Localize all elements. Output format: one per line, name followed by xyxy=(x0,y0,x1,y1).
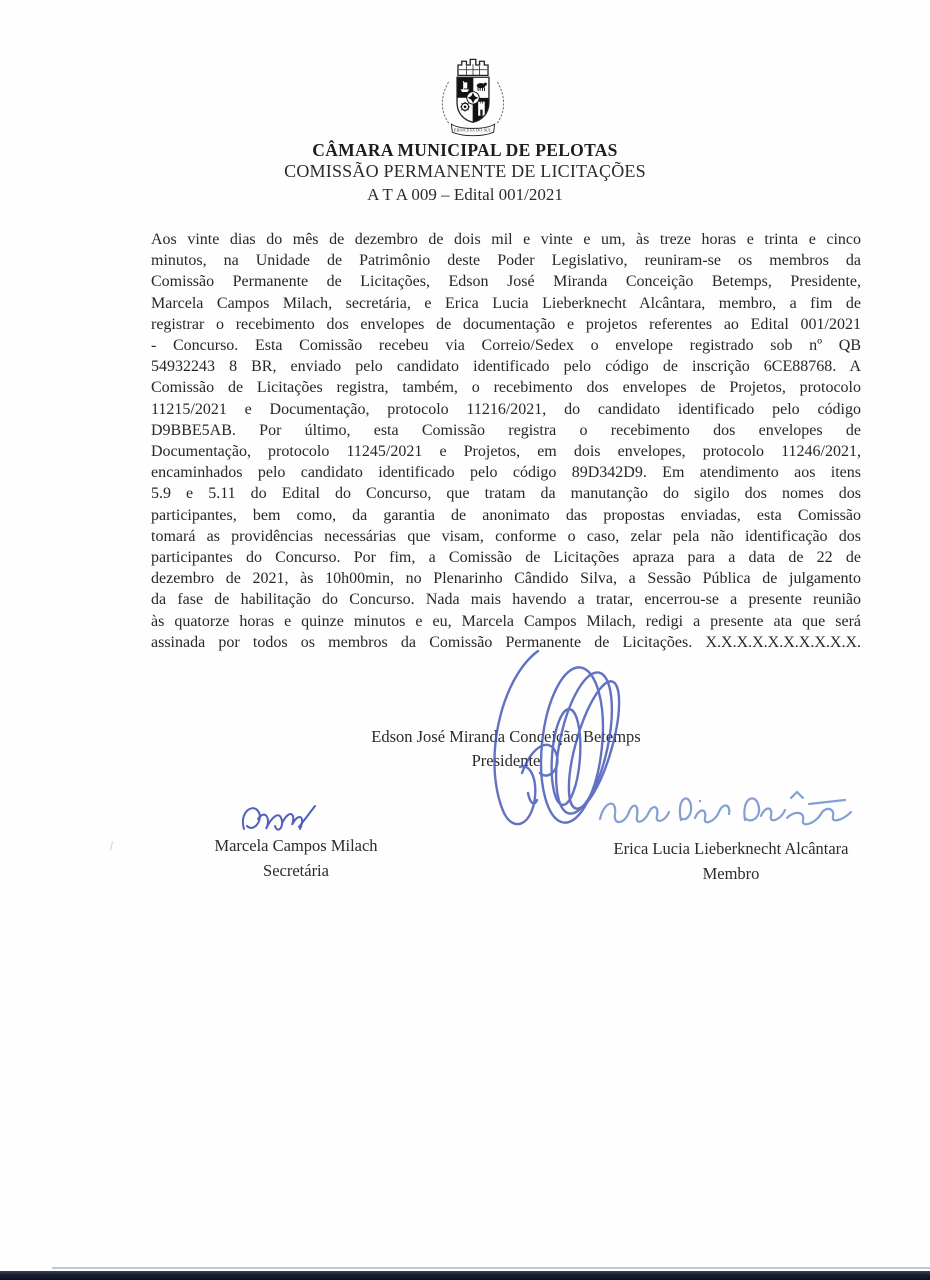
signature-role-secretary: Secretária xyxy=(263,861,329,880)
body-line: às quatorze horas e quinze minutos e eu, Marcela Campos Milach, redigi a presente ata que será xyxy=(151,612,861,630)
body-line: Documentação, protocolo 11245/2021 e Projetos, em dois envelopes, protocolo 11246/2021, xyxy=(151,443,861,461)
body-line: Aos vinte dias do mês de dezembro de dois mil e vinte e um, às treze horas e trinta e cinco xyxy=(151,231,861,248)
body-line: Comissão Permanente de Licitações, Edson José Miranda Conceição Betemps, Presidente, xyxy=(151,273,861,291)
crest-motto: PRINCESA DO SUL xyxy=(454,128,492,133)
body-line: encaminhados pelo candidato identificado pelo código 89D342D9. Em atendimento aos itens xyxy=(151,464,861,482)
organization-title: CÂMARA MUNICIPAL DE PELOTAS xyxy=(312,140,618,160)
signature-name-member: Erica Lucia Lieberknecht Alcântara xyxy=(613,839,849,858)
scan-artifact-mark xyxy=(106,841,113,851)
body-line: assinada por todos os membros da Comissão Permanente de Licitações. X.X.X.X.X.X.X.X.X.X. xyxy=(151,633,861,651)
body-line: - Concurso. Esta Comissão recebeu via Correio/Sedex o envelope registrado sob nº QB xyxy=(151,337,861,355)
body-line: D9BBE5AB. Por último, esta Comissão registra o recebimento dos envelopes de xyxy=(151,421,861,439)
committee-title: COMISSÃO PERMANENTE DE LICITAÇÕES xyxy=(284,161,646,181)
document-title: A T A 009 – Edital 001/2021 xyxy=(367,185,563,204)
body-paragraph xyxy=(151,229,861,653)
body-line: dezembro de 2021, às 10h00min, no Plenarinho Cândido Silva, a Sessão Pública de julgamento xyxy=(151,570,861,588)
signature-name-president: Edson José Miranda Conceição Betemps xyxy=(371,727,641,746)
body-line: 54932243 8 BR, enviado pelo candidato identificado pelo código de inscrição 6CE88768. A xyxy=(151,358,861,376)
coat-of-arms xyxy=(426,50,520,142)
body-line: minutos, na Unidade de Patrimônio deste Poder Legislativo, reuniram-se os membros da xyxy=(151,252,861,270)
body-line: participantes, bem como, da garantia de anonimato das propostas enviadas, esta Comissão xyxy=(151,506,861,524)
body-line: tomará as providências necessárias que visam, conforme o caso, zelar pela não identificação dos xyxy=(151,527,861,545)
body-line: 5.9 e 5.11 do Edital do Concurso, que tratam da manutanção do sigilo dos nomes dos xyxy=(151,485,861,503)
signature-role-president: Presidente xyxy=(471,751,541,770)
body-line: participantes do Concurso. Por fim, a Comissão de Licitações apraza para a data de 22 de xyxy=(151,549,861,567)
body-line: registrar o recebimento dos envelopes de documentação e projetos referentes ao Edital 001/2021 xyxy=(151,315,861,333)
body-line: Marcela Campos Milach, secretária, e Erica Lucia Lieberknecht Alcântara, membro, a fim de xyxy=(151,294,861,312)
body-line: 11215/2021 e Documentação, protocolo 11216/2021, do candidato identificado pelo código xyxy=(151,400,861,418)
body-line: da fase de habilitação do Concurso. Nada mais havendo a tratar, encerrou-se a presente reunião xyxy=(151,591,861,609)
scan-artifact-gray-line xyxy=(52,1267,930,1269)
signature-role-member: Membro xyxy=(702,864,760,883)
scan-artifact-bottom-strip xyxy=(0,1271,930,1280)
signature-name-secretary: Marcela Campos Milach xyxy=(214,836,378,855)
coat-of-arms-icon xyxy=(426,50,520,142)
body-line: Comissão de Licitações registra, também, o recebimento dos envelopes de Projetos, protocolo xyxy=(151,379,861,397)
